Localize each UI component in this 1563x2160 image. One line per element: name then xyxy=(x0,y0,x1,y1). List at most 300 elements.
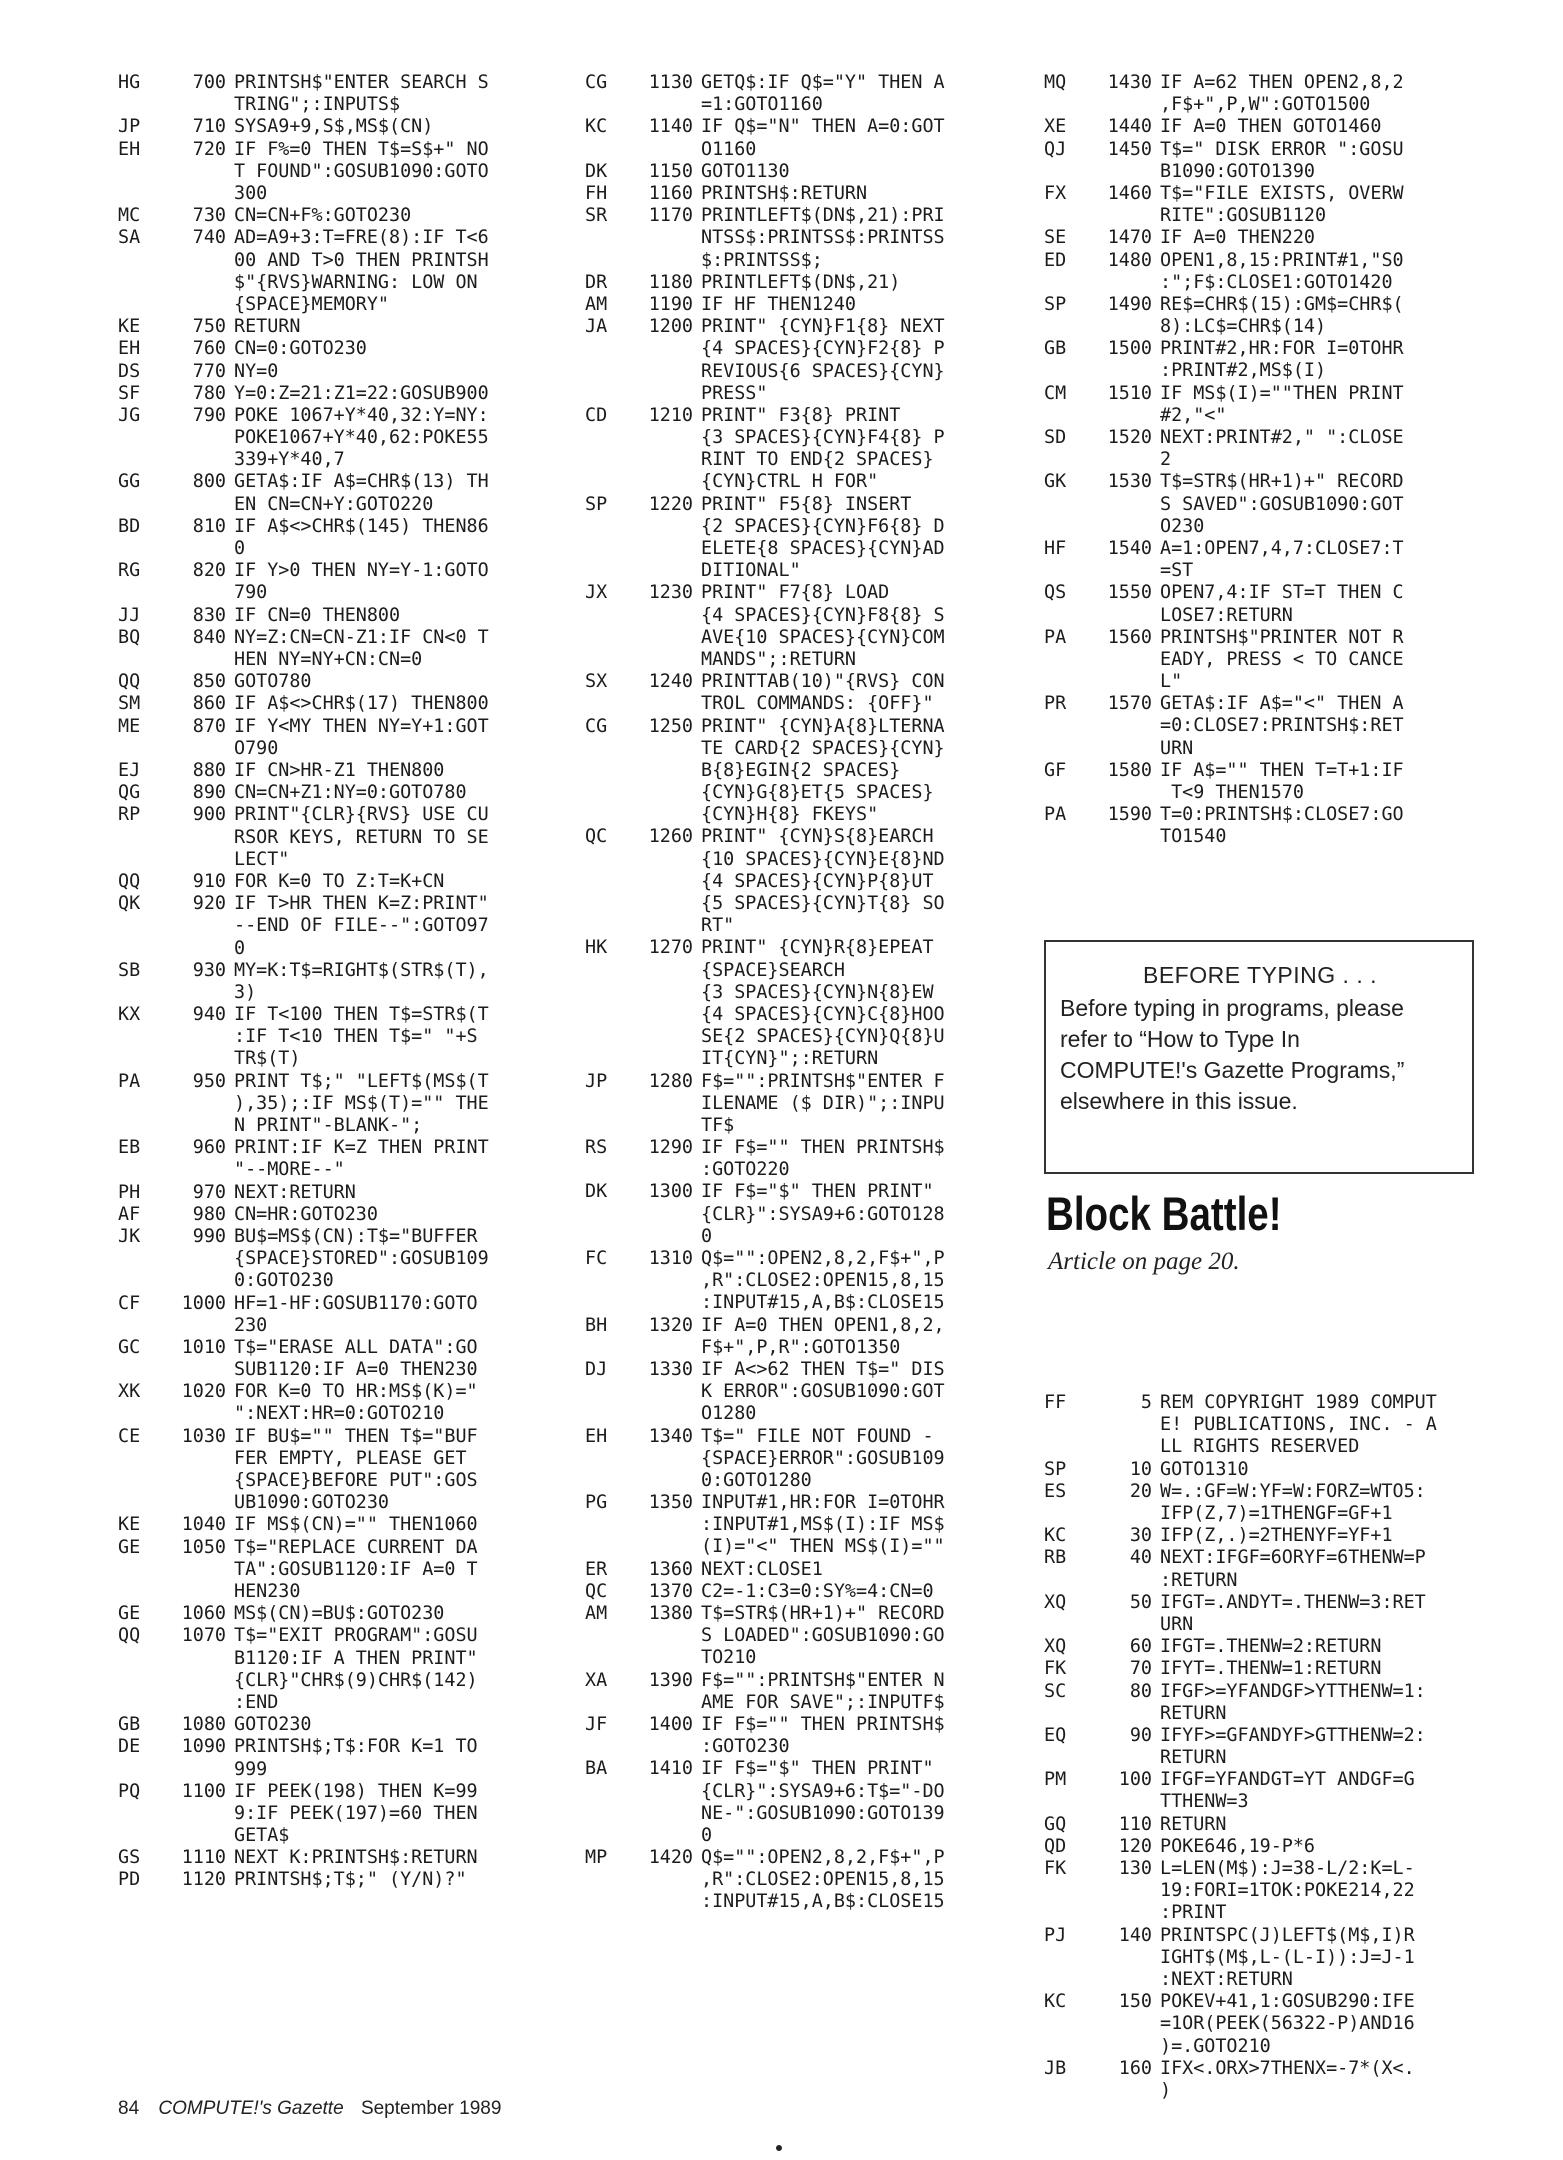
listing-line xyxy=(118,1603,558,1625)
line-number: 120 xyxy=(1118,1835,1152,1857)
checksum-code: PJ xyxy=(1044,1924,1067,1946)
checksum-code: PH xyxy=(118,1181,141,1203)
checksum-code: SB xyxy=(118,959,141,981)
checksum-code: EH xyxy=(118,138,141,160)
statement-text xyxy=(234,782,467,804)
statement-text xyxy=(234,1514,478,1536)
statement-line: NTSS$:PRINTSS$:PRINTSS xyxy=(701,227,945,249)
statement-line: {3 SPACES}{CYN}N{8}EW xyxy=(701,981,934,1003)
statement-line: PRINTLEFT$(DN$,21) xyxy=(701,271,901,293)
listing-line xyxy=(585,826,1017,937)
line-number: 1470 xyxy=(1107,227,1152,249)
statement-text xyxy=(701,1137,945,1181)
statement-line: NEXT:CLOSE1 xyxy=(701,1558,823,1580)
statement-line: 339+Y*40,7 xyxy=(234,449,345,471)
line-number: 730 xyxy=(192,205,226,227)
line-number: 30 xyxy=(1129,1525,1152,1547)
line-number: 990 xyxy=(192,1225,226,1247)
checksum-code: CG xyxy=(585,72,608,93)
line-number: 1350 xyxy=(648,1492,693,1514)
statement-text xyxy=(234,1293,478,1337)
statement-line: T$=" FILE NOT FOUND - xyxy=(701,1425,934,1447)
statement-text xyxy=(234,804,489,871)
line-number: 100 xyxy=(1118,1769,1152,1791)
statement-line: IF T>HR THEN K=Z:PRINT" xyxy=(234,893,489,915)
statement-line: :RETURN xyxy=(1160,1569,1238,1591)
listing-line xyxy=(585,316,1017,405)
checksum-code: RB xyxy=(1044,1547,1067,1569)
listing-line xyxy=(1044,1925,1494,1992)
statement-line: Q$="":OPEN2,8,2,F$+",P xyxy=(701,1847,945,1869)
checksum-code: CG xyxy=(585,715,608,737)
statement-text xyxy=(234,338,367,360)
checksum-code: KX xyxy=(118,1004,141,1026)
checksum-code: RG xyxy=(118,560,141,582)
statement-line: T=0:PRINTSH$:CLOSE7:GO xyxy=(1160,804,1404,826)
statement-text xyxy=(234,516,489,560)
line-number: 40 xyxy=(1129,1547,1152,1569)
checksum-code: DJ xyxy=(585,1358,608,1380)
line-number: 760 xyxy=(192,338,226,360)
line-number: 1400 xyxy=(648,1713,693,1735)
statement-line: RETURN xyxy=(1160,1813,1227,1835)
statement-line: 2 xyxy=(1160,449,1172,471)
statement-line: POKE646,19-P*6 xyxy=(1160,1835,1316,1857)
statement-line: IF MS$(I)=""THEN PRINT xyxy=(1160,382,1404,404)
statement-text xyxy=(701,1359,945,1426)
checksum-code: XQ xyxy=(1044,1636,1067,1658)
statement-line: CN=CN+Z1:NY=0:GOTO780 xyxy=(234,782,467,804)
statement-line: $:PRINTSS$; xyxy=(701,249,823,271)
statement-line: {4 SPACES}{CYN}F2{8} P xyxy=(701,338,945,360)
checksum-code: GB xyxy=(1044,338,1067,360)
statement-line: 999 xyxy=(234,1758,268,1780)
statement-line: OPEN1,8,15:PRINT#1,"S0 xyxy=(1160,249,1404,271)
statement-text xyxy=(701,937,945,1070)
checksum-code: KE xyxy=(118,1514,141,1536)
statement-line: RINT TO END{2 SPACES} xyxy=(701,449,934,471)
statement-text xyxy=(701,72,945,116)
before-typing-line: COMPUTE!'s Gazette Programs,” xyxy=(1060,1057,1405,1083)
statement-text xyxy=(234,383,489,405)
line-number: 1580 xyxy=(1107,759,1152,781)
statement-line: 3) xyxy=(234,981,257,1003)
statement-line: IF A$<>CHR$(145) THEN86 xyxy=(234,515,489,537)
statement-line: PRINT#2,HR:FOR I=0TOHR xyxy=(1160,338,1404,360)
statement-line: {CLR}"CHR$(9)CHR$(142) xyxy=(234,1669,478,1691)
statement-line: AVE{10 SPACES}{CYN}COM xyxy=(701,626,945,648)
statement-line: IF CN=0 THEN800 xyxy=(234,604,401,626)
statement-line: 0 xyxy=(234,538,246,560)
listing-line xyxy=(1044,294,1494,338)
statement-text xyxy=(701,1603,945,1670)
listing-line xyxy=(1044,1836,1494,1858)
listing-line xyxy=(118,72,558,116)
listing-line xyxy=(118,1071,558,1138)
statement-line: :";F$:CLOSE1:GOTO1420 xyxy=(1160,271,1393,293)
statement-line: S LOADED":GOSUB1090:GO xyxy=(701,1625,945,1647)
checksum-code: PA xyxy=(118,1070,141,1092)
statement-line: T$="REPLACE CURRENT DA xyxy=(234,1536,478,1558)
checksum-code: JX xyxy=(585,582,608,604)
statement-line: LL RIGHTS RESERVED xyxy=(1160,1436,1360,1458)
listing-line xyxy=(118,627,558,671)
statement-text xyxy=(1160,1858,1415,1925)
line-number: 1080 xyxy=(181,1714,226,1736)
line-number: 830 xyxy=(192,604,226,626)
checksum-code: CM xyxy=(1044,382,1067,404)
statement-line: Q$="":OPEN2,8,2,F$+",P xyxy=(701,1248,945,1269)
before-typing-box xyxy=(1044,940,1474,1174)
statement-line: IF F$="$" THEN PRINT" xyxy=(701,1758,934,1780)
statement-line: F$+",P,R":GOTO1350 xyxy=(701,1336,901,1358)
checksum-code: XQ xyxy=(1044,1591,1067,1613)
checksum-code: PQ xyxy=(118,1780,141,1802)
statement-text xyxy=(234,1736,478,1780)
line-number: 1390 xyxy=(648,1669,693,1691)
checksum-code: DE xyxy=(118,1736,141,1758)
statement-text xyxy=(701,161,790,183)
statement-line: 0 xyxy=(701,1824,713,1846)
line-number: 750 xyxy=(192,316,226,338)
statement-line: TR$(T) xyxy=(234,1048,301,1070)
checksum-code: CE xyxy=(118,1425,141,1447)
listing-column-1 xyxy=(118,72,558,1892)
statement-line: PRINT" {CYN}R{8}EPEAT xyxy=(701,937,934,959)
statement-line: PRINT" F5{8} INSERT xyxy=(701,493,912,515)
statement-text xyxy=(234,1337,478,1381)
listing-line xyxy=(1044,116,1494,138)
statement-line: IFGT=.ANDYT=.THENW=3:RET xyxy=(1160,1591,1426,1613)
statement-line: :PRINT xyxy=(1160,1902,1227,1924)
checksum-code: EB xyxy=(118,1137,141,1159)
statement-line: :GOTO220 xyxy=(701,1159,790,1181)
listing-column-3-block-battle xyxy=(1044,1392,1494,2102)
statement-line: IFP(Z,.)=2THENYF=YF+1 xyxy=(1160,1525,1393,1547)
statement-line: NEXT:IFGF=6ORYF=6THENW=P xyxy=(1160,1547,1426,1569)
listing-line xyxy=(585,183,1017,205)
listing-line xyxy=(585,294,1017,316)
checksum-code: EH xyxy=(118,338,141,360)
issue-date: September 1989 xyxy=(360,2098,502,2119)
listing-line xyxy=(118,671,558,693)
listing-line xyxy=(585,1714,1017,1758)
checksum-code: QQ xyxy=(118,1625,141,1647)
listing-line xyxy=(118,560,558,604)
page-dot xyxy=(776,2145,782,2151)
listing-line xyxy=(118,1625,558,1714)
statement-text xyxy=(701,1581,934,1603)
statement-line: )=.GOTO210 xyxy=(1160,2035,1271,2057)
statement-text xyxy=(234,716,489,760)
listing-line xyxy=(1044,471,1494,538)
checksum-code: QJ xyxy=(1044,138,1067,160)
statement-line: RETURN xyxy=(1160,1747,1227,1769)
statement-line: CN=CN+F%:GOTO230 xyxy=(234,205,412,227)
line-number: 1290 xyxy=(648,1137,693,1159)
line-number: 1150 xyxy=(648,160,693,182)
line-number: 140 xyxy=(1118,1924,1152,1946)
page-number: 84 xyxy=(118,2098,140,2119)
statement-line: B1120:IF A THEN PRINT" xyxy=(234,1647,478,1669)
statement-text xyxy=(234,560,489,604)
statement-text xyxy=(234,1004,489,1071)
line-number: 710 xyxy=(192,116,226,138)
statement-text xyxy=(1160,72,1404,116)
checksum-code: EJ xyxy=(118,759,141,781)
statement-line: POKE 1067+Y*40,32:Y=NY: xyxy=(234,404,489,426)
statement-text xyxy=(1160,1814,1226,1836)
statement-line: DITIONAL" xyxy=(701,560,801,582)
checksum-code: FK xyxy=(1044,1858,1067,1880)
statement-text xyxy=(1160,760,1404,804)
statement-line: T$=STR$(HR+1)+" RECORD xyxy=(701,1603,945,1625)
statement-line: ":NEXT:HR=0:GOTO210 xyxy=(234,1403,445,1425)
statement-line: 00 AND T>0 THEN PRINTSH xyxy=(234,249,489,271)
article-title: Block Battle! xyxy=(1046,1187,1282,1240)
listing-line xyxy=(118,960,558,1004)
statement-line: L=LEN(M$):J=38-L/2:K=L- xyxy=(1160,1858,1415,1880)
listing-line xyxy=(585,1359,1017,1426)
statement-line: PRINT" F7{8} LOAD xyxy=(701,582,890,604)
listing-line xyxy=(585,671,1017,715)
checksum-code: QQ xyxy=(118,671,141,693)
line-number: 1090 xyxy=(181,1736,226,1758)
listing-column-2 xyxy=(585,72,1017,1914)
before-typing-title: BEFORE TYPING . . . xyxy=(1142,962,1377,988)
statement-line: O1160 xyxy=(701,138,757,160)
listing-line xyxy=(1044,1991,1494,2058)
checksum-code: JP xyxy=(118,116,141,138)
statement-line: =ST xyxy=(1160,560,1194,582)
statement-line: E! PUBLICATIONS, INC. - A xyxy=(1160,1414,1437,1436)
statement-line: :GOTO230 xyxy=(701,1736,790,1758)
statement-line: {SPACE}BEFORE PUT":GOS xyxy=(234,1470,478,1492)
line-number: 1420 xyxy=(648,1847,693,1869)
listing-line xyxy=(1044,1392,1494,1459)
statement-line: T$="ERASE ALL DATA":GO xyxy=(234,1336,478,1358)
statement-text xyxy=(234,871,444,893)
statement-line: PRINTSH$;T$:FOR K=1 TO xyxy=(234,1736,478,1758)
statement-line: {CYN}CTRL H FOR" xyxy=(701,471,879,493)
statement-line: IF Q$="N" THEN A=0:GOT xyxy=(701,116,945,138)
statement-line: ELETE{8 SPACES}{CYN}AD xyxy=(701,538,945,559)
statement-text xyxy=(234,1137,489,1181)
statement-text xyxy=(1160,1681,1426,1725)
statement-line: IF CN>HR-Z1 THEN800 xyxy=(234,759,445,781)
statement-line: IF MS$(CN)="" THEN1060 xyxy=(234,1514,478,1536)
listing-line xyxy=(1044,627,1494,694)
line-number: 1100 xyxy=(181,1780,226,1802)
listing-line xyxy=(1044,1681,1494,1725)
line-number: 50 xyxy=(1129,1591,1152,1613)
checksum-code: QC xyxy=(585,826,608,848)
statement-line: "--MORE--" xyxy=(234,1159,345,1181)
statement-text xyxy=(701,494,945,583)
statement-text xyxy=(701,1670,945,1714)
listing-line xyxy=(118,227,558,316)
statement-line: IF PEEK(198) THEN K=99 xyxy=(234,1780,478,1802)
statement-text xyxy=(1160,183,1404,227)
statement-line: TA":GOSUB1120:IF A=0 T xyxy=(234,1558,478,1580)
checksum-code: BQ xyxy=(118,626,141,648)
statement-line: {5 SPACES}{CYN}T{8} SO xyxy=(701,893,945,914)
statement-text xyxy=(1160,538,1404,582)
statement-line: B1090:GOTO1390 xyxy=(1160,160,1316,182)
statement-line: ) xyxy=(1160,2079,1172,2101)
statement-line: {2 SPACES}{CYN}F6{8} D xyxy=(701,515,945,537)
line-number: 1160 xyxy=(648,182,693,204)
listing-line xyxy=(585,1492,1017,1559)
page-footer xyxy=(118,2098,501,2120)
statement-text xyxy=(234,1426,478,1515)
statement-text xyxy=(234,205,411,227)
statement-line: C2=-1:C3=0:SY%=4:CN=0 xyxy=(701,1580,934,1602)
checksum-code: PA xyxy=(1044,804,1067,826)
checksum-code: SR xyxy=(585,205,608,227)
statement-line: AME FOR SAVE";:INPUTF$ xyxy=(701,1691,945,1713)
article-subtitle: Article on page 20. xyxy=(1048,1248,1240,1275)
listing-line xyxy=(118,1426,558,1515)
statement-line: IF A=0 THEN GOTO1460 xyxy=(1160,116,1382,138)
statement-line: F$="":PRINTSH$"ENTER N xyxy=(701,1669,945,1691)
statement-line: RITE":GOSUB1120 xyxy=(1160,205,1327,227)
listing-line xyxy=(1044,804,1494,848)
statement-line: SYSA9+9,S$,MS$(CN) xyxy=(234,116,434,138)
statement-text xyxy=(1160,139,1404,183)
statement-line: PRINTSH$:RETURN xyxy=(701,182,868,204)
checksum-code: XK xyxy=(118,1381,141,1403)
statement-line: IFYT=.THENW=1:RETURN xyxy=(1160,1658,1382,1680)
statement-text xyxy=(1160,1769,1415,1813)
statement-line: IF A=62 THEN OPEN2,8,2 xyxy=(1160,72,1404,93)
statement-text xyxy=(234,1781,478,1848)
statement-line: 230 xyxy=(234,1314,268,1336)
line-number: 1140 xyxy=(648,116,693,138)
checksum-code: FH xyxy=(585,182,608,204)
statement-line: 0 xyxy=(234,937,246,959)
statement-line: TTHENW=3 xyxy=(1160,1791,1249,1813)
listing-line xyxy=(1044,1592,1494,1636)
listing-line xyxy=(585,161,1017,183)
listing-line xyxy=(118,1869,558,1891)
checksum-code: DR xyxy=(585,271,608,293)
checksum-code: QD xyxy=(1044,1835,1067,1857)
statement-line: REM COPYRIGHT 1989 COMPUT xyxy=(1160,1392,1437,1413)
line-number: 20 xyxy=(1129,1480,1152,1502)
statement-line: (I)="<" THEN MS$(I)="" xyxy=(701,1536,945,1558)
line-number: 150 xyxy=(1118,1991,1152,2013)
line-number: 920 xyxy=(192,893,226,915)
listing-line xyxy=(118,716,558,760)
checksum-code: GE xyxy=(118,1603,141,1625)
statement-line: Y=0:Z=21:Z1=22:GOSUB900 xyxy=(234,382,489,404)
listing-line xyxy=(1044,582,1494,626)
line-number: 790 xyxy=(192,404,226,426)
listing-line xyxy=(585,1847,1017,1914)
line-number: 1130 xyxy=(648,72,693,93)
statement-line: T$="FILE EXISTS, OVERW xyxy=(1160,182,1404,204)
statement-line: MS$(CN)=BU$:GOTO230 xyxy=(234,1603,445,1625)
listing-line xyxy=(1044,1658,1494,1680)
line-number: 890 xyxy=(192,782,226,804)
statement-line: =1OR(PEEK(56322-P)AND16 xyxy=(1160,2013,1415,2035)
statement-line: T$=" DISK ERROR ":GOSU xyxy=(1160,138,1404,160)
line-number: 1040 xyxy=(181,1514,226,1536)
listing-line xyxy=(118,804,558,871)
statement-text xyxy=(234,471,489,515)
listing-line xyxy=(1044,760,1494,804)
line-number: 1050 xyxy=(181,1536,226,1558)
line-number: 1020 xyxy=(181,1381,226,1403)
statement-line: {4 SPACES}{CYN}F8{8} S xyxy=(701,604,945,626)
line-number: 1180 xyxy=(648,271,693,293)
checksum-code: FK xyxy=(1044,1658,1067,1680)
statement-text xyxy=(1160,1547,1426,1591)
checksum-code: SP xyxy=(1044,1458,1067,1480)
checksum-code: FC xyxy=(585,1248,608,1269)
listing-line xyxy=(585,205,1017,272)
statement-text xyxy=(1160,250,1404,294)
checksum-code: SC xyxy=(1044,1680,1067,1702)
line-number: 850 xyxy=(192,671,226,693)
listing-line xyxy=(118,1847,558,1869)
line-number: 1300 xyxy=(648,1181,693,1203)
statement-line: L" xyxy=(1160,671,1183,693)
statement-line: OPEN7,4:IF ST=T THEN C xyxy=(1160,582,1404,604)
statement-line: IF A$<>CHR$(17) THEN800 xyxy=(234,693,489,715)
line-number: 860 xyxy=(192,693,226,715)
checksum-code: CD xyxy=(585,404,608,426)
statement-text xyxy=(1160,693,1404,760)
statement-line: PRESS" xyxy=(701,382,768,404)
line-number: 780 xyxy=(192,382,226,404)
line-number: 1540 xyxy=(1107,537,1152,559)
listing-line xyxy=(1044,538,1494,582)
listing-line xyxy=(118,760,558,782)
checksum-code: JG xyxy=(118,404,141,426)
checksum-code: SP xyxy=(585,493,608,515)
listing-line xyxy=(585,1181,1017,1248)
statement-line: {CYN}H{8} FKEYS" xyxy=(701,804,879,826)
statement-text xyxy=(234,893,489,960)
statement-text xyxy=(1160,2058,1415,2102)
statement-line: 0 xyxy=(701,1225,713,1247)
line-number: 1330 xyxy=(648,1358,693,1380)
statement-line: LECT" xyxy=(234,848,290,870)
line-number: 1200 xyxy=(648,316,693,338)
listing-line xyxy=(118,1537,558,1604)
line-number: 1430 xyxy=(1107,72,1152,93)
statement-text xyxy=(1160,338,1404,382)
statement-line: {SPACE}MEMORY" xyxy=(234,293,390,315)
line-number: 1250 xyxy=(648,715,693,737)
line-number: 1120 xyxy=(181,1869,226,1891)
statement-line: TF$ xyxy=(701,1114,735,1136)
listing-line xyxy=(118,139,558,206)
line-number: 840 xyxy=(192,626,226,648)
statement-text xyxy=(234,116,433,138)
statement-line: GOTO780 xyxy=(234,671,312,693)
statement-line: O230 xyxy=(1160,515,1205,537)
statement-line: W=.:GF=W:YF=W:FORZ=WTO5: xyxy=(1160,1480,1426,1502)
statement-line: O790 xyxy=(234,737,279,759)
statement-text xyxy=(701,272,900,294)
listing-line xyxy=(585,494,1017,583)
checksum-code: SE xyxy=(1044,227,1067,249)
statement-line: GETA$:IF A$=CHR$(13) TH xyxy=(234,471,489,493)
checksum-code: ED xyxy=(1044,249,1067,271)
